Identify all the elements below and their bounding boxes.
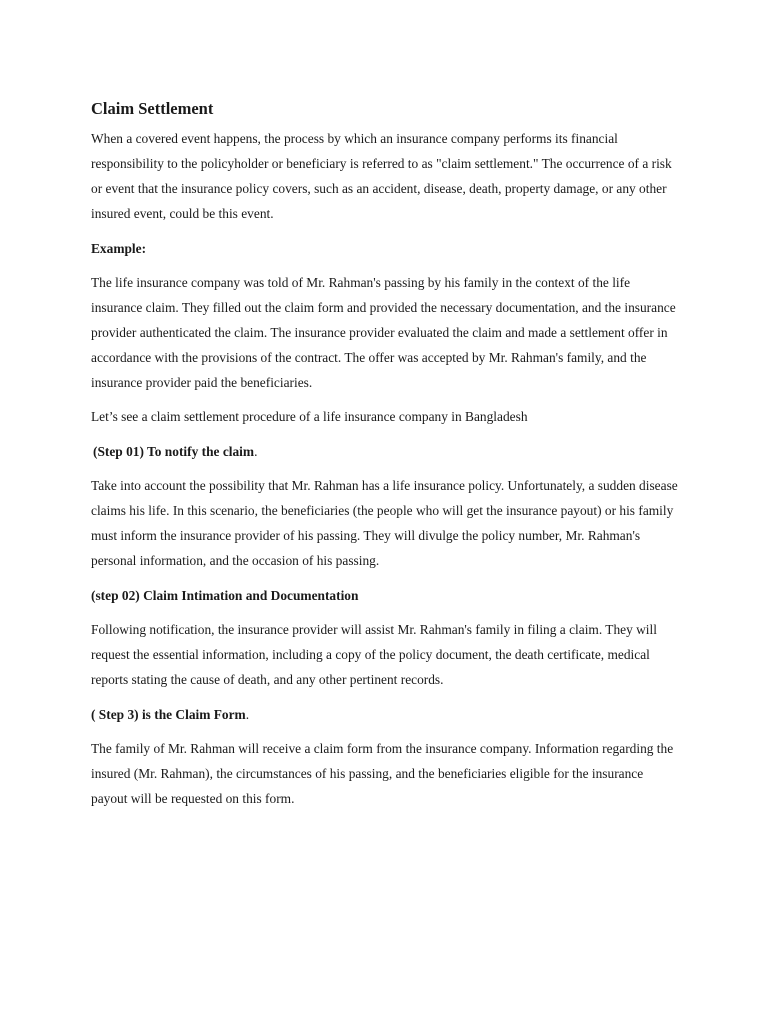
step-2-heading: [91, 583, 681, 608]
example-paragraph: The life insurance company was told of Mr. Rahman's passing by his family in the context of the life insurance claim. They filled out the claim form and provided the necessary documentation, and the insurance provider authenticated the claim. The insurance provider evaluated the claim and made a settlement offer in accordance with the provisions of the contract. The offer was accepted by Mr. Rahman's family, and the insurance provider paid the beneficiaries.: [91, 275, 676, 390]
step-1-paragraph: Take into account the possibility that Mr. Rahman has a life insurance policy. Unfortunately, a sudden disease claims his life. In this scenario, the beneficiaries (the people who will get the insurance payout) or his family must inform the insurance provider of his passing. They will divulge the policy number, Mr. Rahman's personal information, and the occasion of his passing.: [91, 478, 678, 568]
step-3-paragraph: The family of Mr. Rahman will receive a claim form from the insurance company. Information regarding the insured (Mr. Rahman), the circumstances of his passing, and the beneficiaries eligible for the insurance payout will be requested on this form.: [91, 741, 674, 806]
document-page: [91, 98, 681, 811]
intro-paragraph: When a covered event happens, the process by which an insurance company performs its financial responsibility to the policyholder or beneficiary is referred to as "claim settlement." The occurrence of a risk or event that the insurance policy covers, such as an accident, disease, death, property damage, or any other insured event, could be this event.: [91, 131, 672, 221]
step-3-heading-text: ( Step 3) is the Claim Form: [91, 707, 246, 722]
step-1-heading: [91, 439, 681, 464]
step-3-heading: [91, 702, 681, 727]
step-2-heading-text: (step 02) Claim Intimation and Documentation: [91, 588, 359, 603]
example-label: Example:: [91, 241, 147, 256]
step-1-heading-tail: .: [254, 444, 258, 459]
step-1-heading-text: (Step 01) To notify the claim: [93, 444, 255, 459]
page-title: Claim Settlement: [91, 99, 214, 118]
lead-in-paragraph: Let’s see a claim settlement procedure of a life insurance company in Bangladesh: [91, 409, 528, 424]
step-3-heading-tail: .: [245, 707, 250, 722]
step-2-paragraph: Following notification, the insurance provider will assist Mr. Rahman's family in filing a claim. They will request the essential information, including a copy of the policy document, the death certificate, medical reports stating the cause of death, and any other pertinent records.: [91, 622, 657, 687]
